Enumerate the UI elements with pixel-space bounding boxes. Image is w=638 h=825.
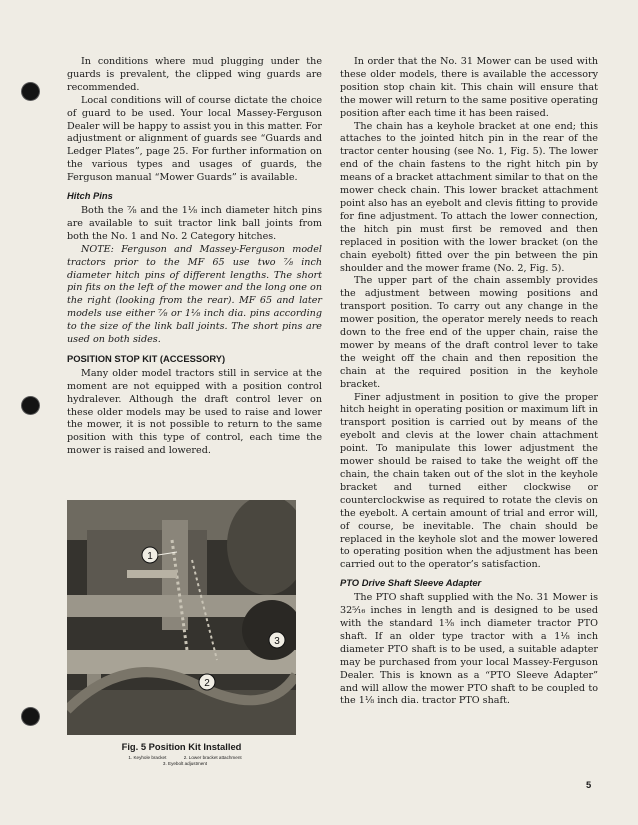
callout-2 bbox=[199, 674, 215, 690]
paragraph-position-stop-kit: Many older model tractors still in service at the moment are not equipped with a position control hydralever. Although the draft control lever on these older models may be used to raise and lower the mower, it is not possible to return to the same position with this type of control, each time the mower is raised and lowered. bbox=[67, 367, 322, 457]
page-number: 5 bbox=[586, 779, 592, 790]
paragraph-older-models: In order that the No. 31 Mower can be used with these older models, there is available the accessory position stop chain kit. This chain will ensure that the mower will return to the same positive operating position after each time it has been raised. bbox=[340, 56, 598, 119]
heading-pto-adapter: PTO Drive Shaft Sleeve Adapter bbox=[340, 577, 482, 589]
svg-text:3: 3 bbox=[274, 636, 280, 647]
svg-text:2: 2 bbox=[204, 678, 210, 689]
paragraph-hitch-pins: Both the ⅞ and the 1⅛ inch diameter hitch pins are available to suit tractor link ball joints from both the No. 1 and No. 2 Category hitches. bbox=[67, 204, 322, 242]
right-column bbox=[340, 56, 598, 708]
paragraph-upper-chain: The upper part of the chain assembly provides the adjustment between mowing positions and transport position. To carry out any change in the mower position, the operator merely needs to reach down to the free end of the upper chain, raise the mower by means of the draft control lever to take the weight off the chain and then reposition the chain at the required position in the keyhole bracket. bbox=[340, 275, 598, 390]
figure-legend bbox=[75, 755, 295, 767]
paragraph-finer-adjustment: Finer adjustment in position to give the proper hitch height in operating position or maximum lift in transport position is carried out by means of the eyebolt and clevis at the lower chain attachment point. To manipulate this lower adjustment the mower should be raised to take the weight off the chain, the chain taken out of the slot in the keyhole bracket and turned either clockwise or counterclockwise as required to rotate the clevis on the eyebolt. A certain amount of trial and error will, of course, be inevitable. The chain should be replaced in the keyhole slot and the mower lowered to operating position when the adjustment has been carried out to the operator’s satisfaction. bbox=[340, 391, 598, 571]
binder-hole bbox=[22, 83, 39, 100]
legend-item-1: 1. Keyhole bracket bbox=[128, 755, 167, 760]
paragraph-local-conditions: Local conditions will of course dictate the choice of guard to be used. Your local Massey-Ferguson Dealer will be happy to assist you in this matter. For adjustment or alignment of guards see “Guards and Ledger Plates”, page 25. For further information on the various types and usages of guards, the Ferguson manual “Mower Guards” is available. bbox=[67, 94, 322, 184]
note-hitch-pins: NOTE: Ferguson and Massey-Ferguson model tractors prior to the MF 65 use two ⅞ inch diameter hitch pins of different lengths. The short pin fits on the left of the mower and the long one on the right (looking from the rear). MF 65 and later models use either ⅞ or 1⅛ inch dia. pins according to the size of the link ball joints. The short pins are used on both sides. bbox=[67, 243, 322, 346]
legend-item-2: 2. Lower bracket attachment bbox=[183, 755, 242, 760]
heading-position-stop-kit: POSITION STOP KIT (ACCESSORY) bbox=[67, 352, 226, 364]
heading-hitch-pins: Hitch Pins bbox=[67, 190, 113, 202]
legend-item-3: 3. Eyebolt adjustment bbox=[162, 761, 208, 766]
callout-3 bbox=[269, 632, 285, 648]
binder-hole bbox=[22, 708, 39, 725]
paragraph-chain: The chain has a keyhole bracket at one end; this attaches to the jointed hitch pin in the rear of the tractor center housing (see No. 1, Fig. 5). The lower end of the chain fastens to the right hitch pin by means of a bracket attachment similar to that on the mower check chain. This lower bracket attachment point also has an eyebolt and clevis fitting to provide for fine adjustment. To attach the lower connection, the hitch pin must first be removed and then replaced in position with the lower bracket (on the chain eyebolt) fitted over the pin between the pin shoulder and the mower frame (No. 2, Fig. 5). bbox=[340, 120, 598, 274]
left-column bbox=[67, 56, 322, 458]
paragraph-pto-adapter: The PTO shaft supplied with the No. 31 Mower is 32⁵⁄₁₆ inches in length and is designed to be used with the standard 1⅜ inch diameter tractor PTO shaft. If an older type tractor with a 1⅛ inch diameter PTO shaft is to be used, a suitable adapter may be purchased from your local Massey-Ferguson Dealer. This is known as a “PTO Sleeve Adapter” and will allow the mower PTO shaft to be coupled to the 1⅛ inch dia. tractor PTO shaft. bbox=[340, 592, 598, 707]
paragraph-mud-plugging: In conditions where mud plugging under the guards is prevalent, the clipped wing guards are recommended. bbox=[67, 56, 322, 93]
binder-hole bbox=[22, 397, 39, 414]
figure-photo bbox=[67, 500, 296, 735]
svg-text:1: 1 bbox=[147, 551, 153, 562]
figure-caption: Fig. 5 Position Kit Installed bbox=[121, 741, 242, 752]
